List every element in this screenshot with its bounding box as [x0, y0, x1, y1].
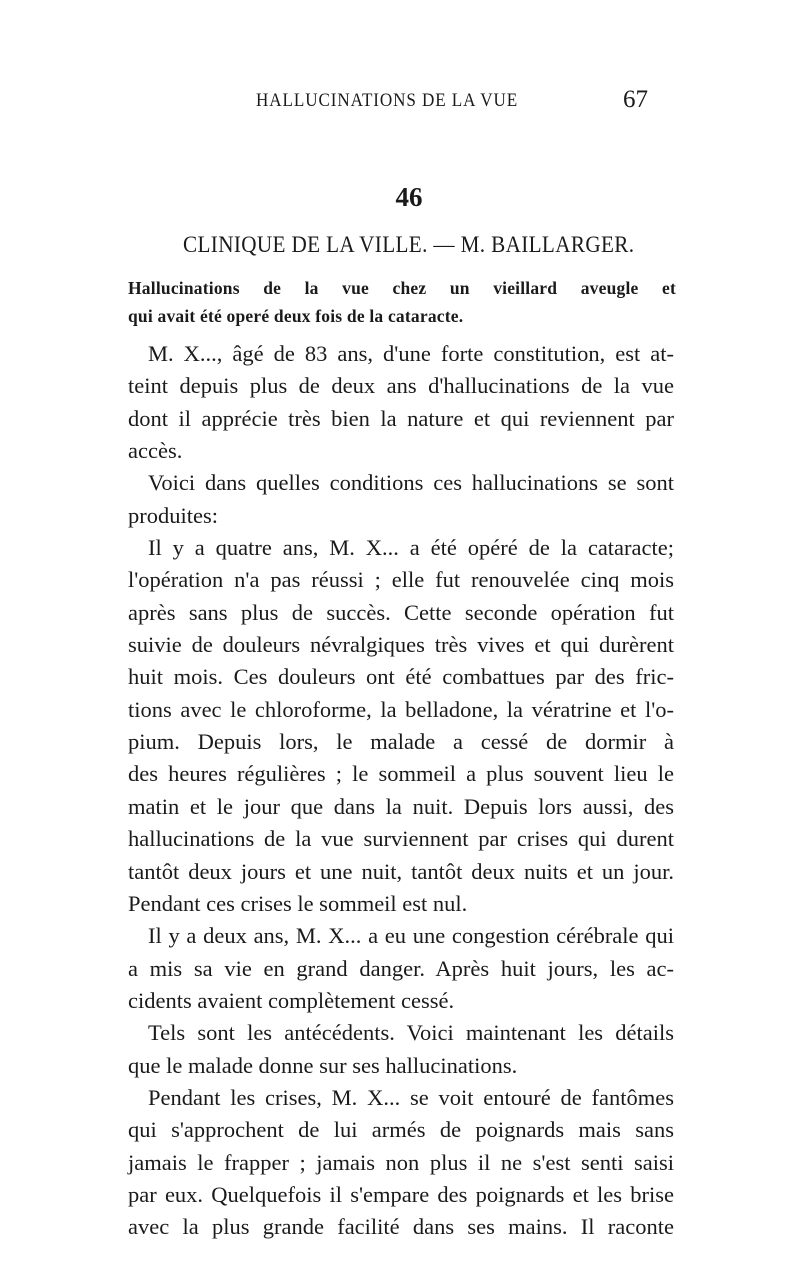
text-line: tions avec le chloroforme, la belladone, la vératrine et l'o-	[128, 696, 674, 722]
text-line: produites:	[128, 502, 218, 528]
text-line: matin et le jour que dans la nuit. Depuis lors aussi, des	[128, 793, 674, 819]
text-line: pium. Depuis lors, le malade a cessé de dormir à	[128, 729, 674, 755]
text-line: dont il apprécie très bien la nature et qui reviennent par	[128, 405, 674, 431]
text-line: Voici dans quelles conditions ces hallucinations se sont	[148, 470, 674, 496]
body-text	[128, 338, 674, 1244]
text-line: l'opération n'a pas réussi ; elle fut renouvelée cinq mois	[128, 567, 674, 593]
text-line: M. X..., âgé de 83 ans, d'une forte constitution, est at-	[148, 341, 674, 366]
text-line: Il y a deux ans, M. X... a eu une congestion cérébrale qui	[148, 923, 674, 949]
running-head-title: HALLUCINATIONS DE LA VUE	[256, 90, 519, 111]
running-head	[0, 86, 800, 120]
text-line: cidents avaient complètement cessé.	[128, 987, 455, 1013]
page-number: 67	[623, 86, 648, 113]
text-line: a mis sa vie en grand danger. Après huit jours, les ac-	[128, 955, 674, 981]
text-line: après sans plus de succès. Cette seconde opération fut	[128, 599, 674, 625]
entry-number: 46	[395, 182, 423, 212]
text-line: huit mois. Ces douleurs ont été combattues par des fric-	[128, 664, 674, 690]
text-line: Il y a quatre ans, M. X... a été opéré de la cataracte;	[148, 535, 674, 561]
text-line: Tels sont les antécédents. Voici maintenant les détails	[148, 1020, 674, 1046]
text-line: que le malade donne sur ses hallucinations.	[128, 1052, 518, 1078]
text-line: par eux. Quelquefois il s'empare des poignards et les brise	[128, 1181, 674, 1207]
text-line: Pendant les crises, M. X... se voit entouré de fantômes	[148, 1084, 674, 1110]
text-line: qui s'approchent de lui armés de poignards mais sans	[128, 1117, 674, 1143]
text-line: jamais le frapper ; jamais non plus il ne s'est senti saisi	[128, 1149, 674, 1175]
text-line: accès.	[128, 438, 183, 464]
subtitle-line: qui avait été operé deux fois de la cataracte.	[128, 306, 464, 326]
case-subtitle	[128, 274, 676, 330]
text-line: des heures régulières ; le sommeil a plus souvent lieu le	[128, 761, 674, 787]
clinic-heading: CLINIQUE DE LA VILLE. — M. BAILLARGER.	[183, 232, 635, 257]
subtitle-line: Hallucinations de la vue chez un vieillard aveugle et	[128, 278, 676, 298]
text-line: avec la plus grande facilité dans ses mains. Il raconte	[128, 1214, 674, 1240]
text-line: suivie de douleurs névralgiques très vives et qui durèrent	[128, 632, 674, 658]
text-line: tantôt deux jours et une nuit, tantôt deux nuits et un jour.	[128, 858, 674, 884]
text-line: hallucinations de la vue surviennent par crises qui durent	[128, 826, 674, 852]
text-line: teint depuis plus de deux ans d'hallucinations de la vue	[128, 373, 674, 399]
text-line: Pendant ces crises le sommeil est nul.	[128, 890, 468, 916]
